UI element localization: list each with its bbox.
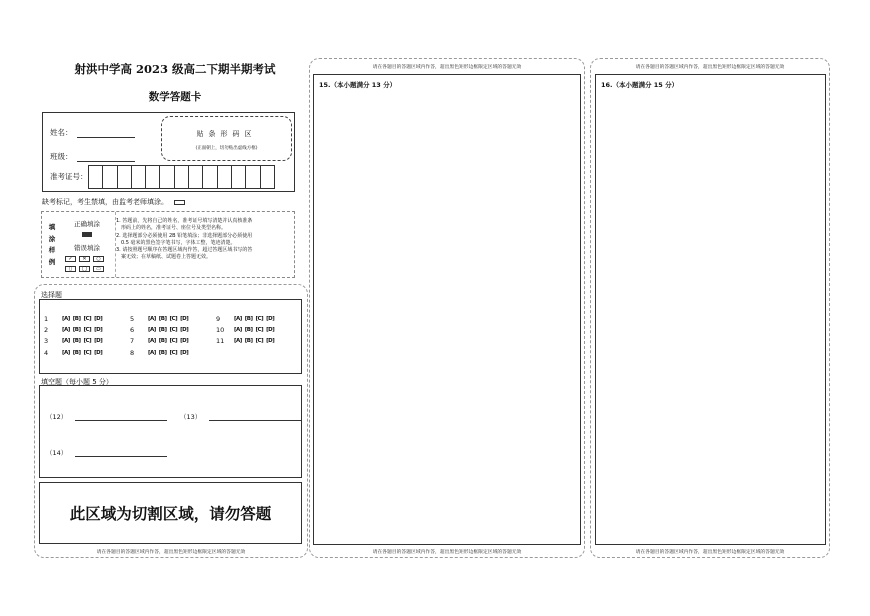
exam-id-cell[interactable] [231,165,246,189]
exam-id-cell[interactable] [159,165,174,189]
option-d[interactable]: [D] [180,338,189,344]
option-a[interactable]: [A] [148,338,156,344]
q15-answer-box[interactable] [313,74,581,545]
option-c[interactable]: [C] [169,327,178,333]
class-field[interactable] [50,151,135,162]
name-field[interactable] [50,127,135,138]
choice-row: 4 [A] [B] [C] [D] [44,349,103,357]
name-label: 姓名： [50,128,73,137]
choice-row: 10 [A] [B] [C] [D] [216,326,275,334]
option-b[interactable]: [B] [72,327,81,333]
fill-q14-label: （14） [46,449,68,457]
barcode-title: 贴条形码区 [196,130,257,138]
option-c[interactable]: [C] [83,316,92,322]
fill-q12-line[interactable] [75,415,167,421]
option-d[interactable]: [D] [94,327,103,333]
option-d[interactable]: [D] [94,338,103,344]
option-a[interactable]: [A] [148,327,156,333]
fill-q14[interactable] [46,448,167,457]
exam-id-cell[interactable] [260,165,275,189]
choice-row: 11 [A] [B] [C] [D] [216,337,275,345]
option-d[interactable]: [D] [266,327,275,333]
q16-answer-box[interactable] [595,74,826,545]
middle-bottom-hint: 请在各题目的答题区域内作答，超出黑色矩形边框限定区域的答题无效 [372,550,522,555]
exam-id-label: 准考证号： [50,172,88,181]
option-b[interactable]: [B] [72,338,81,344]
exam-id-cell[interactable] [102,165,117,189]
option-c[interactable]: [C] [169,316,178,322]
right-top-hint: 请在各题目的答题区域内作答，超出黑色矩形边框限定区域的答题无效 [635,65,785,70]
fill-answer-box [39,385,302,478]
instructions: 1. 答题前，先将自己的姓名，准考证号填写清楚并认真核准条 形码上的姓名，准考证号、座位号及类型名称。 2. 选择题部分必须使用 2B 铅笔填涂；非选择题部分必须使用 0.5 毫米的黑色签字笔书写，字体工整，笔迹清楚。 3. 请按照题号顺序在答题区域内作答，超过答题区域书写的答 案无效；在草稿纸、试题卷上答题无效。 [116,218,253,261]
option-a[interactable]: [A] [148,316,156,322]
option-a[interactable]: [A] [62,316,70,322]
option-b[interactable]: [B] [158,316,167,322]
absent-checkbox[interactable] [174,200,185,205]
exam-id-cell[interactable] [245,165,260,189]
option-c[interactable]: [C] [169,350,178,356]
wrong-check-mark-icon: ✓ [65,256,76,262]
barcode-note: (正面朝上，切勿贴出虚线方框) [195,146,258,151]
option-a[interactable]: [A] [62,338,70,344]
absent-label: 缺考标记，考生禁填，由监考老师填涂。 [42,198,168,206]
option-c[interactable]: [C] [83,350,92,356]
choice-row: 3 [A] [B] [C] [D] [44,337,103,345]
option-d[interactable]: [D] [180,316,189,322]
wrong-cross-mark-icon: ✕ [79,256,90,262]
correct-fill-label: 正确填涂 [74,220,100,228]
choice-row: 1 [A] [B] [C] [D] [44,315,103,323]
option-d[interactable]: [D] [266,338,275,344]
wrong-half-mark-icon: ▯ [65,266,76,272]
option-b[interactable]: [B] [244,327,253,333]
option-c[interactable]: [C] [169,338,178,344]
class-line[interactable] [77,154,135,162]
option-a[interactable]: [A] [62,327,70,333]
wrong-fill-label: 错误填涂 [74,244,100,252]
option-b[interactable]: [B] [158,338,167,344]
exam-id-cell[interactable] [117,165,132,189]
choice-row: 2 [A] [B] [C] [D] [44,326,103,334]
option-a[interactable]: [A] [234,316,242,322]
wrong-oval-mark-icon: ◯ [79,266,90,272]
option-a[interactable]: [A] [234,338,242,344]
choice-answer-box [39,299,302,374]
exam-id-cell[interactable] [174,165,189,189]
absent-mark-row [42,197,185,207]
option-a[interactable]: [A] [234,327,242,333]
exam-title: 射洪中学高 2023 级高二下期半期考试 [74,62,276,76]
choice-row: 7 [A] [B] [C] [D] [130,337,189,345]
choice-section-label: 选择题 [41,291,62,299]
fill-q12-label: （12） [46,413,68,421]
choice-row: 6 [A] [B] [C] [D] [130,326,189,334]
answer-sheet-title: 数学答题卡 [148,91,202,103]
fill-sample-box [41,211,295,278]
left-bottom-hint: 请在各题目的答题区域内作答，超出黑色矩形边框限定区域的答题无效 [96,550,246,555]
student-info-box [42,112,295,192]
exam-id-cell[interactable] [202,165,217,189]
wrong-marks-row2 [65,266,104,272]
wrong-circle-mark-icon: ○ [93,256,104,262]
cut-area-text: 此区域为切割区域，请勿答题 [69,505,272,523]
option-a[interactable]: [A] [148,350,156,356]
correct-fill-mark [82,232,92,237]
option-c[interactable]: [C] [255,316,264,322]
choice-row: 9 [A] [B] [C] [D] [216,315,275,323]
choice-row: 5 [A] [B] [C] [D] [130,315,189,323]
fill-q13[interactable] [180,412,301,421]
wrong-marks-row1 [65,256,104,262]
option-b[interactable]: [B] [72,316,81,322]
cut-area [39,482,302,544]
option-d[interactable]: [D] [94,350,103,356]
exam-id-cell[interactable] [88,165,103,189]
sample-side-label: 填 涂 样 例 [48,223,56,266]
option-a[interactable]: [A] [62,350,70,356]
exam-id-cell[interactable] [131,165,146,189]
name-line[interactable] [77,130,135,138]
middle-top-hint: 请在各题目的答题区域内作答，超出黑色矩形边框限定区域的答题无效 [372,65,522,70]
exam-id-field [50,171,88,182]
q16-title: 16.（本小题满分 15 分） [601,81,679,89]
option-c[interactable]: [C] [255,338,264,344]
fill-q12[interactable] [46,412,167,421]
choice-row: 8 [A] [B] [C] [D] [130,349,189,357]
exam-id-cell[interactable] [217,165,232,189]
option-b[interactable]: [B] [158,327,167,333]
option-d[interactable]: [D] [180,350,189,356]
option-d[interactable]: [D] [94,316,103,322]
option-c[interactable]: [C] [83,338,92,344]
fill-q14-line[interactable] [75,451,167,457]
option-c[interactable]: [C] [255,327,264,333]
exam-id-cell[interactable] [145,165,160,189]
option-c[interactable]: [C] [83,327,92,333]
wrong-empty-mark-icon: ▭ [93,266,104,272]
option-d[interactable]: [D] [266,316,275,322]
exam-id-cell[interactable] [188,165,203,189]
exam-id-cells[interactable] [89,165,275,189]
class-label: 班级： [50,152,73,161]
sample-examples [58,212,116,277]
option-d[interactable]: [D] [180,327,189,333]
fill-q13-label: （13） [180,413,202,421]
fill-q13-line[interactable] [209,415,301,421]
option-b[interactable]: [B] [158,350,167,356]
option-b[interactable]: [B] [244,316,253,322]
fill-section-label: 填空题（每小题 5 分） [41,378,113,386]
option-b[interactable]: [B] [244,338,253,344]
barcode-area [161,116,292,161]
q15-title: 15.（本小题满分 13 分） [319,81,397,89]
option-b[interactable]: [B] [72,350,81,356]
right-bottom-hint: 请在各题目的答题区域内作答，超出黑色矩形边框限定区域的答题无效 [635,550,785,555]
